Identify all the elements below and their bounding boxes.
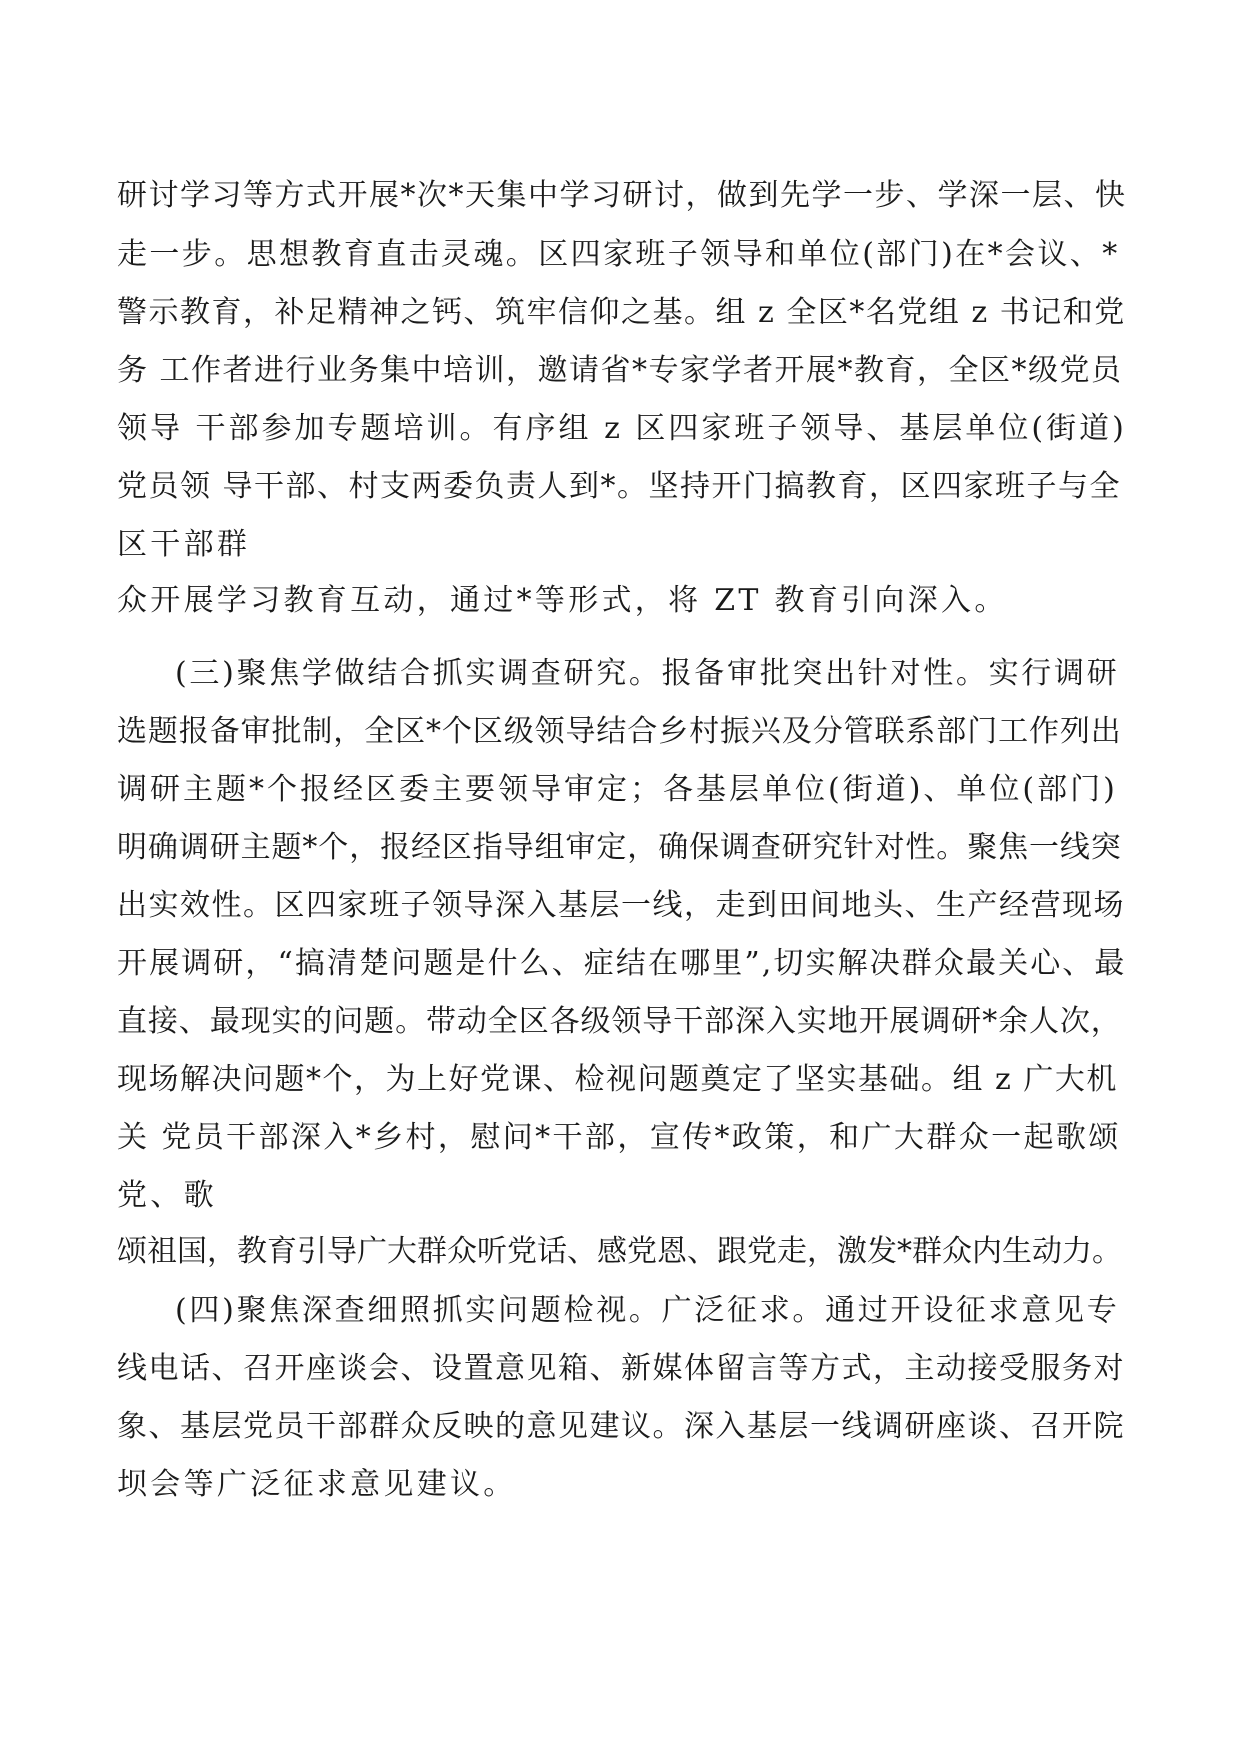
text-line: 直接、最现实的问题。带动全区各级领导干部深入实地开展调研*余人次， <box>117 1004 1122 1039</box>
text-line: 颂祖国，教育引导广大群众听党话、感党恩、跟党走，激发*群众内生动力。 <box>117 1234 1122 1269</box>
text-line: 出实效性。区四家班子领导深入基层一线，走到田间地头、生产经营现场 <box>117 888 1125 923</box>
text-line: 选题报备审批制，全区*个区级领导结合乡村振兴及分管联系部门工作列出 <box>117 714 1122 749</box>
section-heading-line: (四)聚焦深查细照抓实问题检视。广泛征求。通过开设征求意见专 <box>175 1293 1120 1328</box>
text-line: 众开展学习教育互动，通过*等形式，将 ZT 教育引向深入。 <box>117 583 1008 618</box>
text-line: 党、歌 <box>117 1178 217 1213</box>
text-line: 线电话、召开座谈会、设置意见箱、新媒体留言等方式，主动接受服务对 <box>117 1351 1125 1386</box>
text-line: 警示教育，补足精神之钙、筑牢信仰之基。组 z 全区*名党组 z 书记和党 <box>117 295 1126 330</box>
text-line: 象、基层党员干部群众反映的意见建议。深入基层一线调研座谈、召开院 <box>117 1409 1125 1444</box>
text-line: 务 工作者进行业务集中培训，邀请省*专家学者开展*教育，全区*级党员 <box>117 353 1123 388</box>
text-line: 党员领 导干部、村支两委负责人到*。坚持开门搞教育，区四家班子与全 <box>117 469 1122 504</box>
text-line: 调研主题*个报经区委主要领导审定；各基层单位(街道)、单位(部门) <box>117 772 1118 807</box>
text-line: 明确调研主题*个，报经区指导组审定，确保调查研究针对性。聚焦一线突 <box>117 830 1122 865</box>
text-line: 研讨学习等方式开展*次*天集中学习研讨，做到先学一步、学深一层、快 <box>117 178 1127 213</box>
text-line: 区干部群 <box>117 527 251 562</box>
text-line: 领导 干部参加专题培训。有序组 z 区四家班子领导、基层单位(街道) <box>117 411 1127 446</box>
text-line: 现场解决问题*个，为上好党课、检视问题奠定了坚实基础。组 z 广大机 <box>117 1062 1118 1097</box>
text-line: 开展调研，“搞清楚问题是什么、症结在哪里”,切实解决群众最关心、最 <box>117 946 1127 981</box>
text-line: 走一步。思想教育直击灵魂。区四家班子领导和单位(部门)在*会议、* <box>117 237 1120 272</box>
text-line: 关 党员干部深入*乡村，慰问*干部，宣传*政策，和广大群众一起歌颂 <box>117 1120 1121 1155</box>
section-heading-line: (三)聚焦学做结合抓实调查研究。报备审批突出针对性。实行调研 <box>175 656 1120 691</box>
text-line: 坝会等广泛征求意见建议。 <box>117 1467 517 1502</box>
